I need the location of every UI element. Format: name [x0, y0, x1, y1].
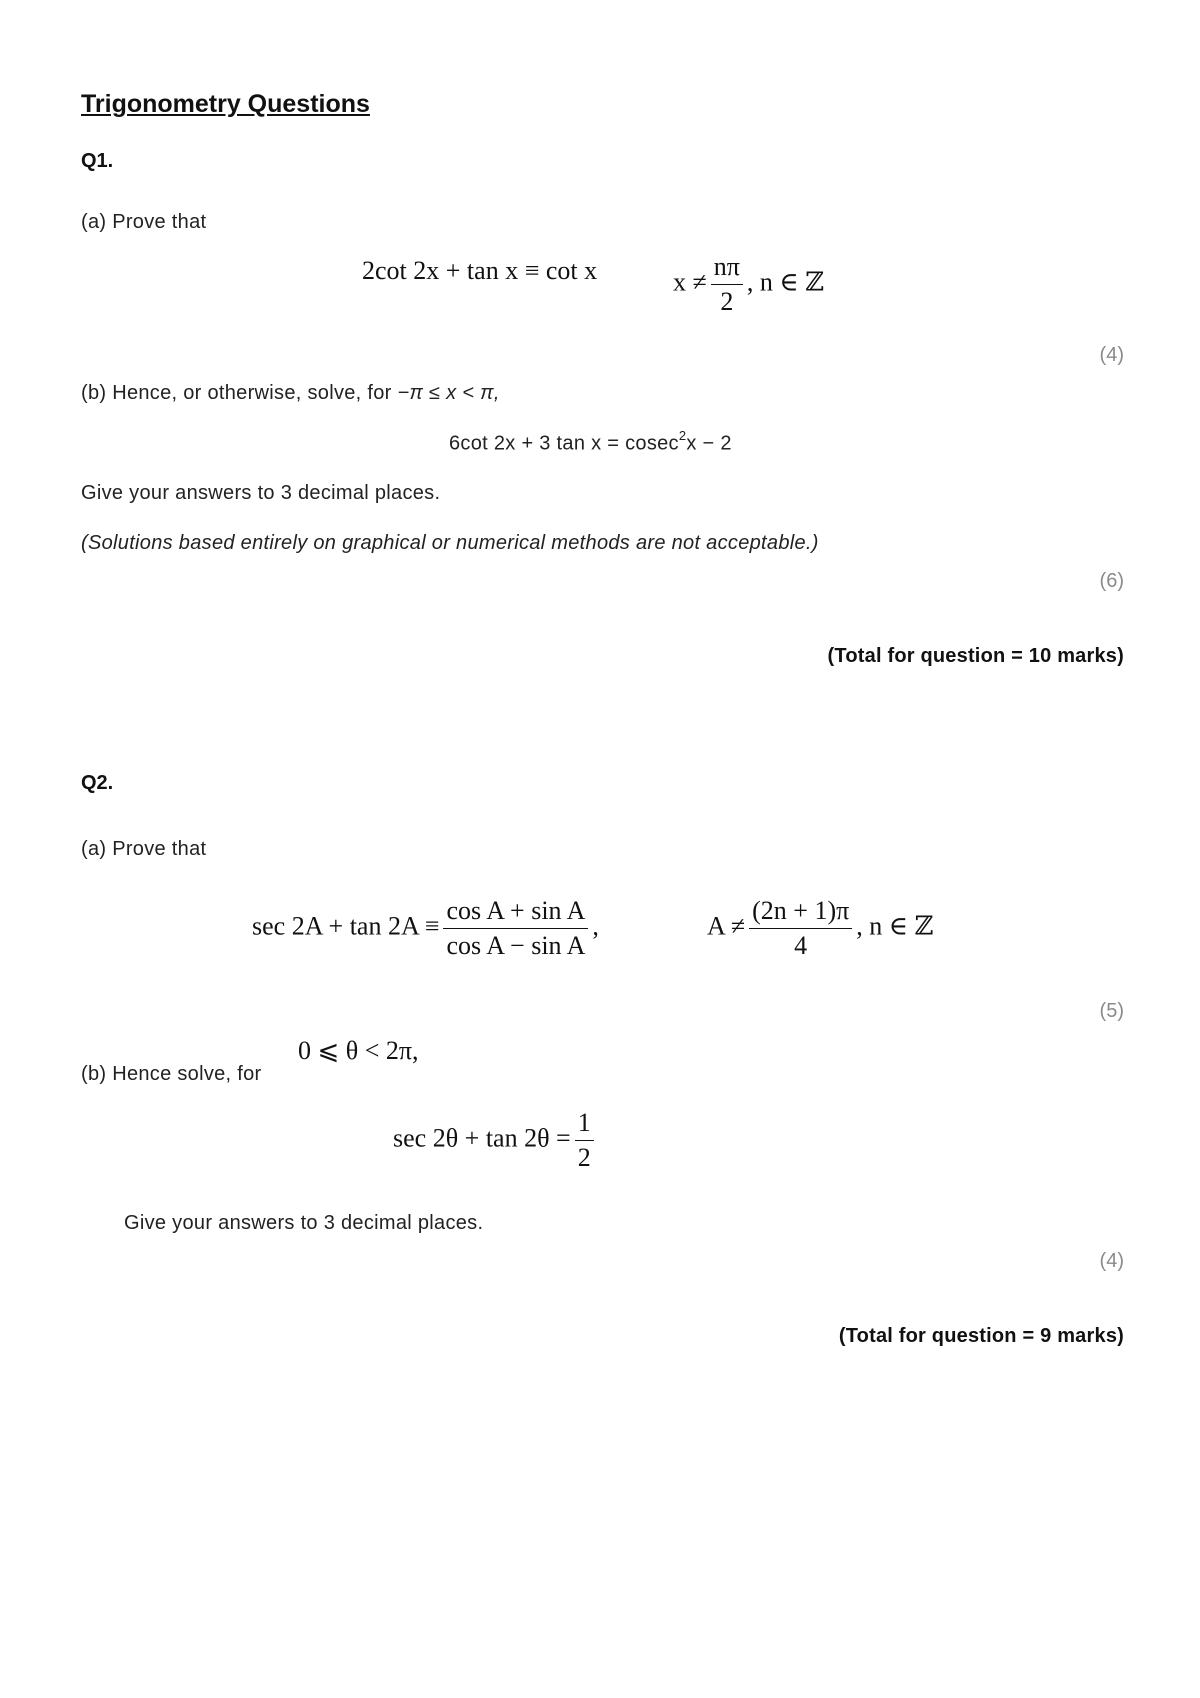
q1b-instruction: Give your answers to 3 decimal places. — [81, 482, 441, 504]
q2a-condition-fraction — [749, 894, 852, 963]
q2a-identity-lhs: sec 2A + tan 2A ≡ — [252, 911, 440, 941]
q1b-equation — [449, 430, 732, 456]
q1a-condition-fraction — [711, 250, 743, 319]
q2a-label: (a) Prove that — [81, 838, 207, 860]
q2a-condition-tail: , n ∈ ℤ — [856, 911, 934, 941]
q1a-condition-lhs: x ≠ — [673, 267, 707, 297]
q2b-equation-denominator: 2 — [577, 1143, 591, 1172]
q2b-equation-numerator: 1 — [575, 1106, 594, 1141]
q2b-range: 0 ⩽ θ < 2π, — [298, 1036, 419, 1065]
q1a-identity — [362, 256, 597, 286]
q1b-marks: (6) — [1099, 570, 1124, 592]
q2a-identity-numerator: cos A + sin A — [443, 894, 588, 929]
q2b-equation-fraction — [575, 1106, 594, 1175]
q1b-equation-right: x − 2 — [686, 432, 732, 455]
q1a-condition — [673, 250, 824, 319]
q2a-identity — [252, 894, 599, 963]
q1b-range: −π ≤ x < π, — [397, 382, 500, 404]
q1a-condition-tail: , n ∈ ℤ — [746, 267, 825, 297]
q1a-marks: (4) — [1099, 344, 1124, 366]
q2b-label: (b) Hence solve, for — [81, 1063, 262, 1085]
q2b-equation — [393, 1106, 598, 1175]
q1-total: (Total for question = 10 marks) — [827, 645, 1124, 667]
question-2-number: Q2. — [81, 772, 114, 794]
q1b-note: (Solutions based entirely on graphical or numerical methods are not acceptable.) — [81, 532, 819, 554]
q1a-label: (a) Prove that — [81, 211, 207, 233]
page-title: Trigonometry Questions — [81, 90, 370, 118]
q2a-condition-lhs: A ≠ — [707, 911, 746, 941]
q1a-condition-denominator: 2 — [720, 287, 734, 316]
q1a-identity-lhs: 2cot 2x + tan x — [362, 256, 519, 285]
q2-total: (Total for question = 9 marks) — [838, 1325, 1124, 1347]
q2a-identity-fraction — [443, 894, 588, 963]
q2b-instruction: Give your answers to 3 decimal places. — [124, 1212, 484, 1234]
q1a-condition-numerator: nπ — [711, 250, 743, 285]
q2a-identity-denominator: cos A − sin A — [446, 931, 586, 960]
q1b-equation-exponent: 2 — [678, 428, 687, 443]
q1a-identity-rhs: cot x — [545, 256, 598, 285]
question-1-number: Q1. — [81, 150, 114, 172]
q2b-equation-lhs: sec 2θ + tan 2θ = — [393, 1123, 571, 1153]
q2b-marks: (4) — [1099, 1250, 1124, 1272]
q2a-condition-numerator: (2n + 1)π — [749, 894, 852, 929]
q2a-condition — [707, 894, 933, 963]
q1b-equation-left: 6cot 2x + 3 tan x = cosec — [449, 432, 679, 455]
q2a-marks: (5) — [1099, 1000, 1124, 1022]
q1a-identity-symbol: ≡ — [524, 256, 540, 285]
q1b-label-text: (b) Hence, or otherwise, solve, for — [81, 382, 398, 404]
q2a-identity-tail: , — [592, 911, 599, 941]
q2a-condition-denominator: 4 — [794, 931, 808, 960]
q1b-label — [81, 382, 500, 405]
